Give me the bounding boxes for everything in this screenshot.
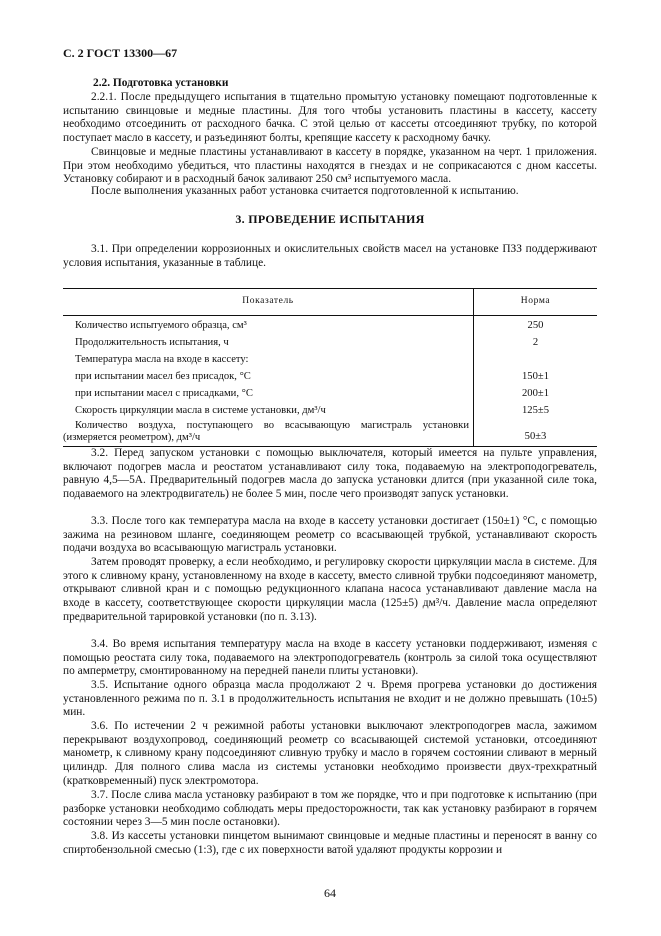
table-row bbox=[63, 401, 597, 418]
row-value: 50±3 bbox=[474, 418, 598, 447]
paragraph-ready: После выполнения указанных работ установка считается подготовленной к испытанию. bbox=[91, 185, 519, 197]
row-label: Продолжительность испытания, ч bbox=[75, 337, 229, 348]
row-value: 200±1 bbox=[474, 384, 598, 401]
row-label: Скорость циркуляции масла в системе установки, дм³/ч bbox=[75, 405, 326, 416]
table-row bbox=[63, 367, 597, 384]
row-value: 2 bbox=[474, 333, 598, 350]
paragraph-3-5: 3.5. Испытание одного образца масла продолжают 2 ч. Время прогрева установки до достижения установленного режима по п. 3.1 в продолжительность испытания не входит и не должно превышать (10±5) мин. bbox=[63, 679, 597, 719]
row-value: 125±5 bbox=[474, 401, 598, 418]
table-row bbox=[63, 315, 597, 333]
conditions-table bbox=[63, 288, 597, 447]
row-value: 250 bbox=[474, 315, 598, 333]
row-label: Количество воздуха, поступающего во всасывающую магистраль установки (измеряется реометром), дм³/ч bbox=[63, 419, 469, 443]
table-row bbox=[63, 384, 597, 401]
section-2-2-title: 2.2. Подготовка установки bbox=[93, 77, 229, 89]
paragraph-3-4: 3.4. Во время испытания температуру масла на входе в кассету установки поддерживают, изменяя с помощью реостата силу тока, подаваемого на электроподогреватель (контроль за силой тока осуществляют по амперметру, смонтированному на передней панели плиты установки). bbox=[63, 638, 597, 678]
page-header: С. 2 ГОСТ 13300—67 bbox=[63, 46, 178, 60]
row-value bbox=[474, 350, 598, 367]
paragraph-3-2: 3.2. Перед запуском установки с помощью выключателя, который имеется на пульте управления, включают подогрев масла и реостатом устанавливают силу тока, подаваемую на электроподогреватель, равную 4,5—5А. Предварительный подогрев масла до запуска установки длится (при указанной силе тока, подаваемого на электродвигатель) не более 5 мин, после чего производят запуск установки. bbox=[63, 447, 597, 501]
table-header-norm: Норма bbox=[474, 289, 598, 316]
paragraph-3-3-cont: Затем проводят проверку, а если необходимо, и регулировку скорости циркуляции масла в системе. Для этого к сливному крану, установленному на входе в кассету, вместо сливной трубки подсоединяют манометр, открывают сливной кран и с помощью редукционного клапана насоса устанавливают давление масла на входе в кассету, соответствующее скорости циркуляции масла (125±5) дм³/ч. Давление масла определяют предварительной тарировкой установки (по п. 3.13). bbox=[63, 556, 597, 623]
row-value: 150±1 bbox=[474, 367, 598, 384]
paragraph-3-7: 3.7. После слива масла установку разбирают в том же порядке, что и при подготовке к испытанию (при разборке установки необходимо соблюдать меры предосторожности, так как установку разбирают в горячем состоянии через 3—5 мин после остановки). bbox=[63, 789, 597, 829]
table-row bbox=[63, 418, 597, 447]
section-3-title: 3. ПРОВЕДЕНИЕ ИСПЫТАНИЯ bbox=[235, 212, 425, 226]
paragraph-plates: Свинцовые и медные пластины устанавливают в кассету в порядке, указанном на черт. 1 приложения. При этом необходимо убедиться, что пластины находятся в гнездах и не соприкасаются с дном кассеты. Установку собирают и в расходный бачок заливают 250 см³ испытуемого масла. bbox=[63, 146, 597, 186]
row-label: Количество испытуемого образца, см³ bbox=[75, 320, 247, 331]
row-label: Температура масла на входе в кассету: bbox=[75, 354, 249, 365]
paragraph-3-8: 3.8. Из кассеты установки пинцетом вынимают свинцовые и медные пластины и переносят в ванну со спиртобензольной смесью (1:3), где с их поверхности ватой удаляют продукты коррозии и bbox=[63, 830, 597, 856]
table-header-indicator: Показатель bbox=[63, 289, 474, 316]
paragraph-2-2-1: 2.2.1. После предыдущего испытания в тщательно промытую установку помещают подготовленные к испытанию свинцовые и медные пластины. Для того чтобы установить пластины в кассету, кассету необходимо отсоединить от расходного бачка. С этой целью от кассеты отсоединяют трубку, по которой поступает масло в кассету, и разъединяют болты, крепящие кассету к расходному бачку. bbox=[63, 91, 597, 145]
table-row bbox=[63, 350, 597, 367]
paragraph-3-1: 3.1. При определении коррозионных и окислительных свойств масел на установке ПЗЗ поддерживают условия испытания, указанные в таблице. bbox=[63, 243, 597, 269]
paragraph-3-3: 3.3. После того как температура масла на входе в кассету установки достигает (150±1) °С, с помощью зажима на резиновом шланге, соединяющем реометр со всасывающей трубкой, устанавливают скорость подачи воздуха во всасывающую магистраль установки. bbox=[63, 515, 597, 555]
row-label: при испытании масел без присадок, °С bbox=[75, 371, 251, 382]
row-label: при испытании масел с присадками, °С bbox=[75, 388, 253, 399]
page-number: 64 bbox=[324, 886, 336, 900]
paragraph-3-6: 3.6. По истечении 2 ч режимной работы установки выключают электроподогрев масла, зажимом перекрывают воздухопровод, соединяющий реометр со всасывающей системой установки, отсоединяют манометр, к сливному крану подсоединяют сливную трубку и масло в горячем состоянии сливают в мерный цилиндр. Для полного слива масла из системы установки необходимо произвести двух-трехкратный (кратковременный) пуск электромотора. bbox=[63, 720, 597, 787]
table-row bbox=[63, 333, 597, 350]
